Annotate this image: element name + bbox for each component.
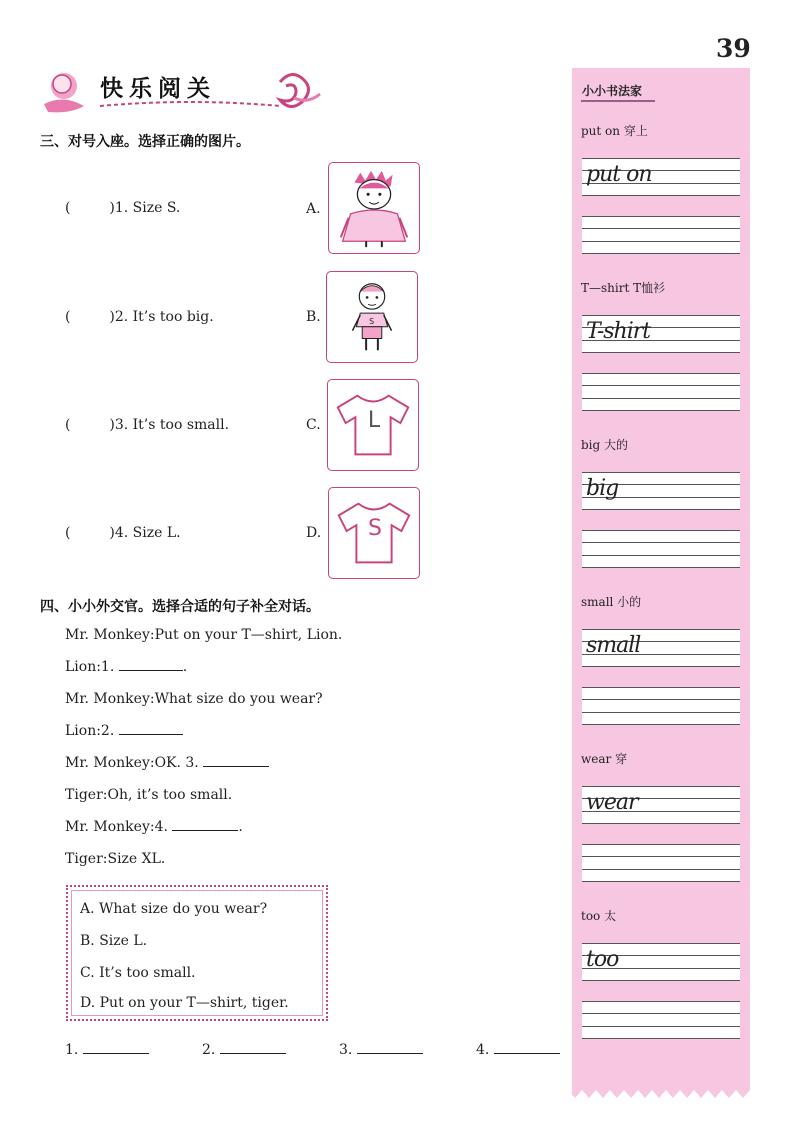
- answer-paren-close: ): [109, 309, 115, 325]
- model-writing-lines: [582, 315, 740, 353]
- script-word: too: [586, 947, 619, 972]
- answer-4: [476, 1042, 560, 1058]
- option-d-picture[interactable]: [328, 487, 420, 579]
- script-word: small: [586, 633, 641, 658]
- script-word: put on: [586, 162, 652, 187]
- answer-paren-open[interactable]: (: [65, 200, 71, 216]
- sidebar-zigzag-edge: [572, 1080, 750, 1100]
- model-writing-lines: [582, 158, 740, 196]
- answer-number: 1.: [65, 1042, 79, 1058]
- dialog-line-7: [65, 819, 243, 835]
- answer-2: [202, 1042, 286, 1058]
- practice-writing-lines[interactable]: [582, 1001, 740, 1039]
- word-label: big 大的: [581, 438, 629, 452]
- option-letter-b: B.: [306, 309, 321, 325]
- dialog-text: Lion:2.: [65, 723, 115, 739]
- choice-d: D. Put on your T—shirt, tiger.: [80, 995, 289, 1011]
- choices-box: [66, 885, 328, 1021]
- answer-number: 2.: [202, 1042, 216, 1058]
- dialog-line-1: [65, 627, 342, 643]
- question-text: 1. Size S.: [114, 200, 181, 216]
- option-a-picture[interactable]: [328, 162, 420, 254]
- boy-big-shirt-icon: [329, 163, 419, 253]
- word-label: wear 穿: [581, 752, 628, 766]
- answer-blank[interactable]: [119, 733, 183, 735]
- answer-blank[interactable]: [357, 1052, 423, 1054]
- model-writing-lines: [582, 943, 740, 981]
- svg-text:S: S: [369, 316, 375, 326]
- choice-c: C. It’s too small.: [80, 965, 196, 981]
- dialog-line-2: [65, 659, 187, 675]
- dialog-text: .: [238, 819, 243, 835]
- answer-blank[interactable]: [83, 1052, 149, 1054]
- practice-writing-lines[interactable]: [582, 373, 740, 411]
- section4-title: 四、小小外交官。选择合适的句子补全对话。: [40, 599, 320, 615]
- answer-1: [65, 1042, 149, 1058]
- answer-paren-open[interactable]: (: [65, 525, 71, 541]
- shirt-size-label: S: [368, 516, 382, 541]
- practice-writing-lines[interactable]: [582, 687, 740, 725]
- option-letter-a: A.: [306, 201, 321, 217]
- dialog-text: Tiger:Size XL.: [65, 851, 166, 867]
- shirt-size-label: L: [367, 408, 381, 433]
- question-2: [65, 309, 214, 325]
- dialog-text: Mr. Monkey:4.: [65, 819, 168, 835]
- answer-paren-close: ): [109, 525, 115, 541]
- script-word: big: [586, 476, 619, 501]
- answer-paren-close: ): [109, 200, 115, 216]
- section3-title: 三、对号入座。选择正确的图片。: [40, 134, 250, 150]
- model-writing-lines: [582, 472, 740, 510]
- dialog-line-3: [65, 691, 323, 707]
- dialog-text: Mr. Monkey:OK. 3.: [65, 755, 199, 771]
- question-4: [65, 525, 181, 541]
- answer-blank[interactable]: [494, 1052, 560, 1054]
- dialog-line-4: [65, 723, 183, 739]
- question-text: 2. It’s too big.: [114, 309, 214, 325]
- word-label: put on 穿上: [581, 124, 648, 138]
- boy-small-shirt-icon: [327, 272, 417, 362]
- dialog-text: Lion:1.: [65, 659, 115, 675]
- practice-writing-lines[interactable]: [582, 530, 740, 568]
- dialog-line-6: [65, 787, 232, 803]
- choice-a: A. What size do you wear?: [80, 901, 268, 917]
- dialog-text: Mr. Monkey:What size do you wear?: [65, 691, 323, 707]
- answer-paren-open[interactable]: (: [65, 309, 71, 325]
- page-number: 39: [716, 34, 751, 63]
- script-word: wear: [586, 790, 638, 815]
- answer-blank[interactable]: [220, 1052, 286, 1054]
- question-text: 3. It’s too small.: [114, 417, 230, 433]
- sidebar-title-underline: [581, 100, 655, 102]
- option-c-picture[interactable]: [327, 379, 419, 471]
- choice-b: B. Size L.: [80, 933, 148, 949]
- dialog-line-5: [65, 755, 269, 771]
- answer-blank[interactable]: [119, 669, 183, 671]
- script-word: T-shirt: [586, 319, 651, 344]
- answer-paren-close: ): [109, 417, 115, 433]
- sidebar-title: 小小书法家: [582, 84, 643, 98]
- answer-number: 3.: [339, 1042, 353, 1058]
- dialog-text: Mr. Monkey:Put on your T—shirt, Lion.: [65, 627, 343, 643]
- model-writing-lines: [582, 786, 740, 824]
- word-label: too 太: [581, 909, 617, 923]
- dialog-text: .: [182, 659, 188, 675]
- dialog-text: Tiger:Oh, it’s too small.: [65, 787, 233, 803]
- dialog-line-8: [65, 851, 165, 867]
- option-letter-c: C.: [306, 417, 321, 433]
- model-writing-lines: [582, 629, 740, 667]
- answer-3: [339, 1042, 423, 1058]
- answer-blank[interactable]: [203, 765, 269, 767]
- question-3: [65, 417, 229, 433]
- answer-number: 4.: [476, 1042, 490, 1058]
- question-1: [65, 200, 180, 216]
- answer-paren-open[interactable]: (: [65, 417, 71, 433]
- word-label: T—shirt T恤衫: [581, 281, 666, 295]
- option-letter-d: D.: [306, 525, 322, 541]
- option-b-picture[interactable]: [326, 271, 418, 363]
- practice-writing-lines[interactable]: [582, 216, 740, 254]
- section-banner: [40, 64, 330, 116]
- banner-title: 快乐阅关: [100, 76, 216, 102]
- answer-blank[interactable]: [172, 829, 238, 831]
- practice-writing-lines[interactable]: [582, 844, 740, 882]
- question-text: 4. Size L.: [114, 525, 181, 541]
- word-label: small 小的: [581, 595, 642, 609]
